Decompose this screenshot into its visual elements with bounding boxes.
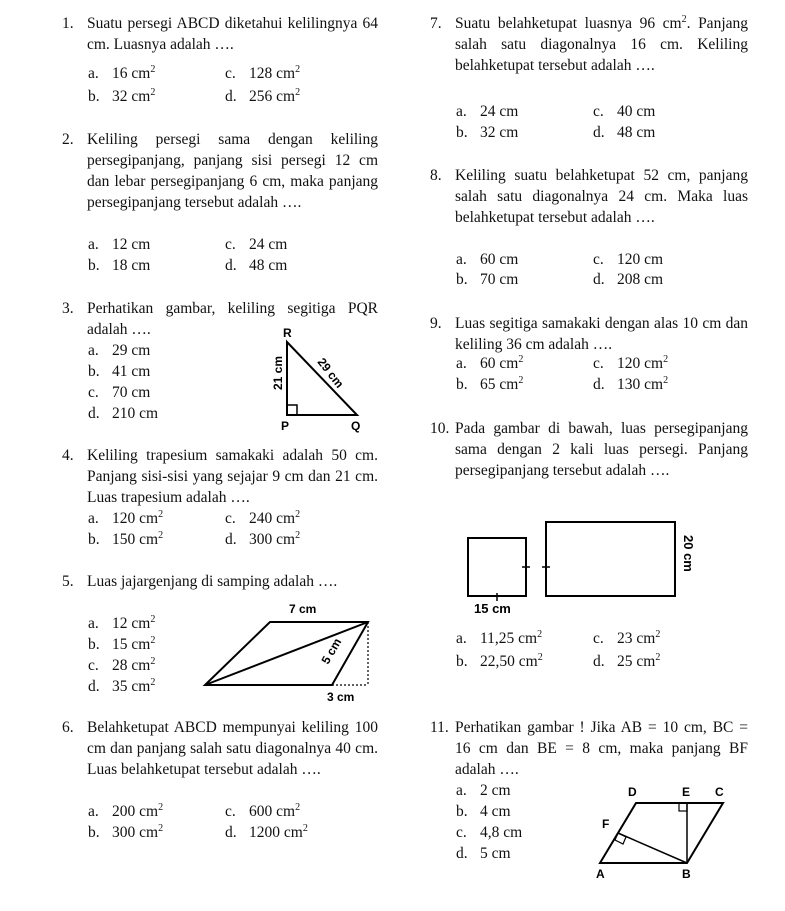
- q3-option-a[interactable]: a. 29 cm: [88, 342, 151, 359]
- q9-option-c[interactable]: c. 120 $cm^2$: [593, 353, 669, 372]
- question-4-text: Keliling trapesium samakaki adalah 50 cm. Panjang sisi-sisi yang sejajar 9 cm dan 21 cm. Luas trapesium adalah ….: [87, 447, 378, 506]
- rectangle-width-label: 20 cm: [681, 535, 696, 572]
- q8-option-c[interactable]: c. 120 cm: [593, 251, 664, 268]
- q7-option-c[interactable]: c. 40 cm: [593, 103, 656, 120]
- vertex-b-label: B: [682, 867, 691, 881]
- q1-option-c[interactable]: c. 128 $cm^2$: [225, 63, 301, 82]
- q3-option-b[interactable]: b. 41 cm: [88, 363, 151, 380]
- parallelogram-figure: [200, 600, 380, 705]
- q11-option-b[interactable]: b. 4 cm: [456, 803, 511, 820]
- parallelogram-abcd-figure: [590, 783, 735, 883]
- q7-option-a[interactable]: a. 24 cm: [456, 103, 519, 120]
- q4-option-a[interactable]: a. 120 $cm^2$: [88, 508, 164, 527]
- question-10-text: Pada gambar di bawah, luas persegipanjang sama dengan 2 kali luas persegi. Panjang persegipanjang tersebut adalah ….: [455, 420, 748, 479]
- question-8: 8. Keliling suatu belahketupat 52 cm, panjang salah satu diagonalnya 24 cm. Maka luas belahketupat tersebut adalah ….: [430, 167, 748, 226]
- q4-option-b[interactable]: b. 150 $cm^2$: [88, 529, 164, 548]
- question-7: 7. Suatu belahketupat luasnya 96 $cm^2$. Panjang salah satu diagonalnya 16 cm. Keliling belahketupat tersebut adalah ….: [430, 13, 749, 74]
- square-rectangle-figure: [462, 515, 702, 617]
- side-rq-label: 29 cm: [314, 355, 347, 391]
- side-pr-label: 21 cm: [271, 355, 285, 390]
- vertex-r-label: R: [283, 326, 292, 340]
- vertex-c-label: C: [715, 785, 724, 799]
- question-1: 1. Suatu persegi ABCD diketahui kelilingnya 64 cm. Luasnya adalah ….: [62, 15, 378, 53]
- question-6: 6. Belahketupat ABCD mempunyai keliling 100 cm dan panjang salah satu diagonalnya 40 cm. Luas belahketupat tersebut adalah ….: [62, 719, 378, 778]
- q5-option-d[interactable]: d. 35 $cm^2$: [88, 676, 156, 695]
- q9-option-a[interactable]: a. 60 $cm^2$: [456, 353, 524, 372]
- q5-option-b[interactable]: b. 15 $cm^2$: [88, 634, 156, 653]
- parallelogram-bottom-label: 3 cm: [327, 690, 355, 704]
- question-11: 11. Perhatikan gambar ! Jika AB = 10 cm, BC = 16 cm dan BE = 8 cm, maka panjang BF adalah ….: [430, 719, 748, 778]
- right-triangle-figure: [262, 322, 372, 434]
- q9-option-d[interactable]: d. 130 $cm^2$: [593, 374, 669, 393]
- question-11-text: Perhatikan gambar ! Jika AB = 10 cm, BC = 16 cm dan BE = 8 cm, maka panjang BF adalah ….: [455, 719, 748, 778]
- q10-option-c[interactable]: c. 23 $cm^2$: [593, 628, 661, 647]
- question-6-text: Belahketupat ABCD mempunyai keliling 100 cm dan panjang salah satu diagonalnya 40 cm. Luas belahketupat tersebut adalah ….: [87, 719, 378, 778]
- question-9-text: Luas segitiga samakaki dengan alas 10 cm dan keliling 36 cm adalah ….: [455, 315, 748, 353]
- q4-option-d[interactable]: d. 300 $cm^2$: [225, 529, 301, 548]
- q10-option-b[interactable]: b. 22,50 $cm^2$: [456, 651, 543, 670]
- q6-option-b[interactable]: b. 300 $cm^2$: [88, 822, 164, 841]
- q6-option-c[interactable]: c. 600 $cm^2$: [225, 801, 301, 820]
- q7-option-d[interactable]: d. 48 cm: [593, 124, 656, 141]
- vertex-p-label: P: [281, 419, 290, 433]
- q8-option-b[interactable]: b. 70 cm: [456, 271, 519, 288]
- question-9: 9. Luas segitiga samakaki dengan alas 10 cm dan keliling 36 cm adalah ….: [430, 315, 748, 353]
- q11-option-d[interactable]: d. 5 cm: [456, 845, 511, 862]
- question-7-text: Suatu belahketupat luasnya 96 $cm^2$. Panjang salah satu diagonalnya 16 cm. Keliling belahketupat tersebut adalah ….: [455, 13, 749, 74]
- q3-option-d[interactable]: d. 210 cm: [88, 405, 159, 422]
- question-3-text: Perhatikan gambar, keliling segitiga PQR adalah ….: [87, 300, 378, 338]
- q10-option-a[interactable]: a. 11,25 $cm^2$: [456, 628, 543, 647]
- question-1-text: Suatu persegi ABCD diketahui kelilingnya 64 cm. Luasnya adalah ….: [87, 15, 378, 53]
- q1-option-d[interactable]: d. 256 $cm^2$: [225, 86, 301, 105]
- q1-option-a[interactable]: a. 16 $cm^2$: [88, 63, 156, 82]
- vertex-d-label: D: [628, 785, 637, 799]
- q3-option-c[interactable]: c. 70 cm: [88, 384, 151, 401]
- q2-option-a[interactable]: a. 12 cm: [88, 236, 151, 253]
- q8-option-a[interactable]: a. 60 cm: [456, 251, 519, 268]
- question-4: 4. Keliling trapesium samakaki adalah 50 cm. Panjang sisi-sisi yang sejajar 9 cm dan 21 cm. Luas trapesium adalah ….: [62, 447, 378, 506]
- question-5: 5. Luas jajargenjang di samping adalah ….: [62, 571, 378, 592]
- question-3: 3. Perhatikan gambar, keliling segitiga PQR adalah ….: [62, 300, 378, 338]
- q1-option-b[interactable]: b. 32 $cm^2$: [88, 86, 156, 105]
- vertex-q-label: Q: [351, 419, 361, 433]
- q2-option-b[interactable]: b. 18 cm: [88, 257, 151, 274]
- parallelogram-top-label: 7 cm: [289, 602, 317, 616]
- question-5-text: Luas jajargenjang di samping adalah ….: [87, 573, 338, 590]
- q6-option-a[interactable]: a. 200 $cm^2$: [88, 801, 164, 820]
- q7-option-b[interactable]: b. 32 cm: [456, 124, 519, 141]
- q11-option-a[interactable]: a. 2 cm: [456, 782, 511, 799]
- q8-option-d[interactable]: d. 208 cm: [593, 271, 664, 288]
- q11-option-c[interactable]: c. 4,8 cm: [456, 824, 523, 841]
- vertex-a-label: A: [596, 867, 605, 881]
- q9-option-b[interactable]: b. 65 $cm^2$: [456, 374, 524, 393]
- vertex-e-label: E: [682, 785, 691, 799]
- square-side-label: 15 cm: [474, 601, 511, 616]
- parallelogram-diag-label: 5 cm: [318, 635, 345, 667]
- q5-option-c[interactable]: c. 28 $cm^2$: [88, 655, 156, 674]
- q2-option-d[interactable]: d. 48 cm: [225, 257, 288, 274]
- vertex-f-label: F: [602, 817, 610, 831]
- q4-option-c[interactable]: c. 240 $cm^2$: [225, 508, 301, 527]
- q2-option-c[interactable]: c. 24 cm: [225, 236, 288, 253]
- question-2: 2. Keliling persegi sama dengan keliling persegipanjang, panjang sisi persegi 12 cm dan lebar persegipanjang 6 cm, maka panjang persegipanjang tersebut adalah ….: [62, 131, 378, 211]
- q5-option-a[interactable]: a. 12 $cm^2$: [88, 613, 156, 632]
- question-2-text: Keliling persegi sama dengan keliling persegipanjang, panjang sisi persegi 12 cm dan lebar persegipanjang 6 cm, maka panjang persegipanjang tersebut adalah ….: [87, 131, 378, 211]
- q6-option-d[interactable]: d. 1200 $cm^2$: [225, 822, 308, 841]
- question-10: 10. Pada gambar di bawah, luas persegipanjang sama dengan 2 kali luas persegi. Panjang persegipanjang tersebut adalah ….: [430, 420, 748, 479]
- question-8-text: Keliling suatu belahketupat 52 cm, panjang salah satu diagonalnya 24 cm. Maka luas belahketupat tersebut adalah ….: [455, 167, 748, 226]
- q10-option-d[interactable]: d. 25 $cm^2$: [593, 651, 661, 670]
